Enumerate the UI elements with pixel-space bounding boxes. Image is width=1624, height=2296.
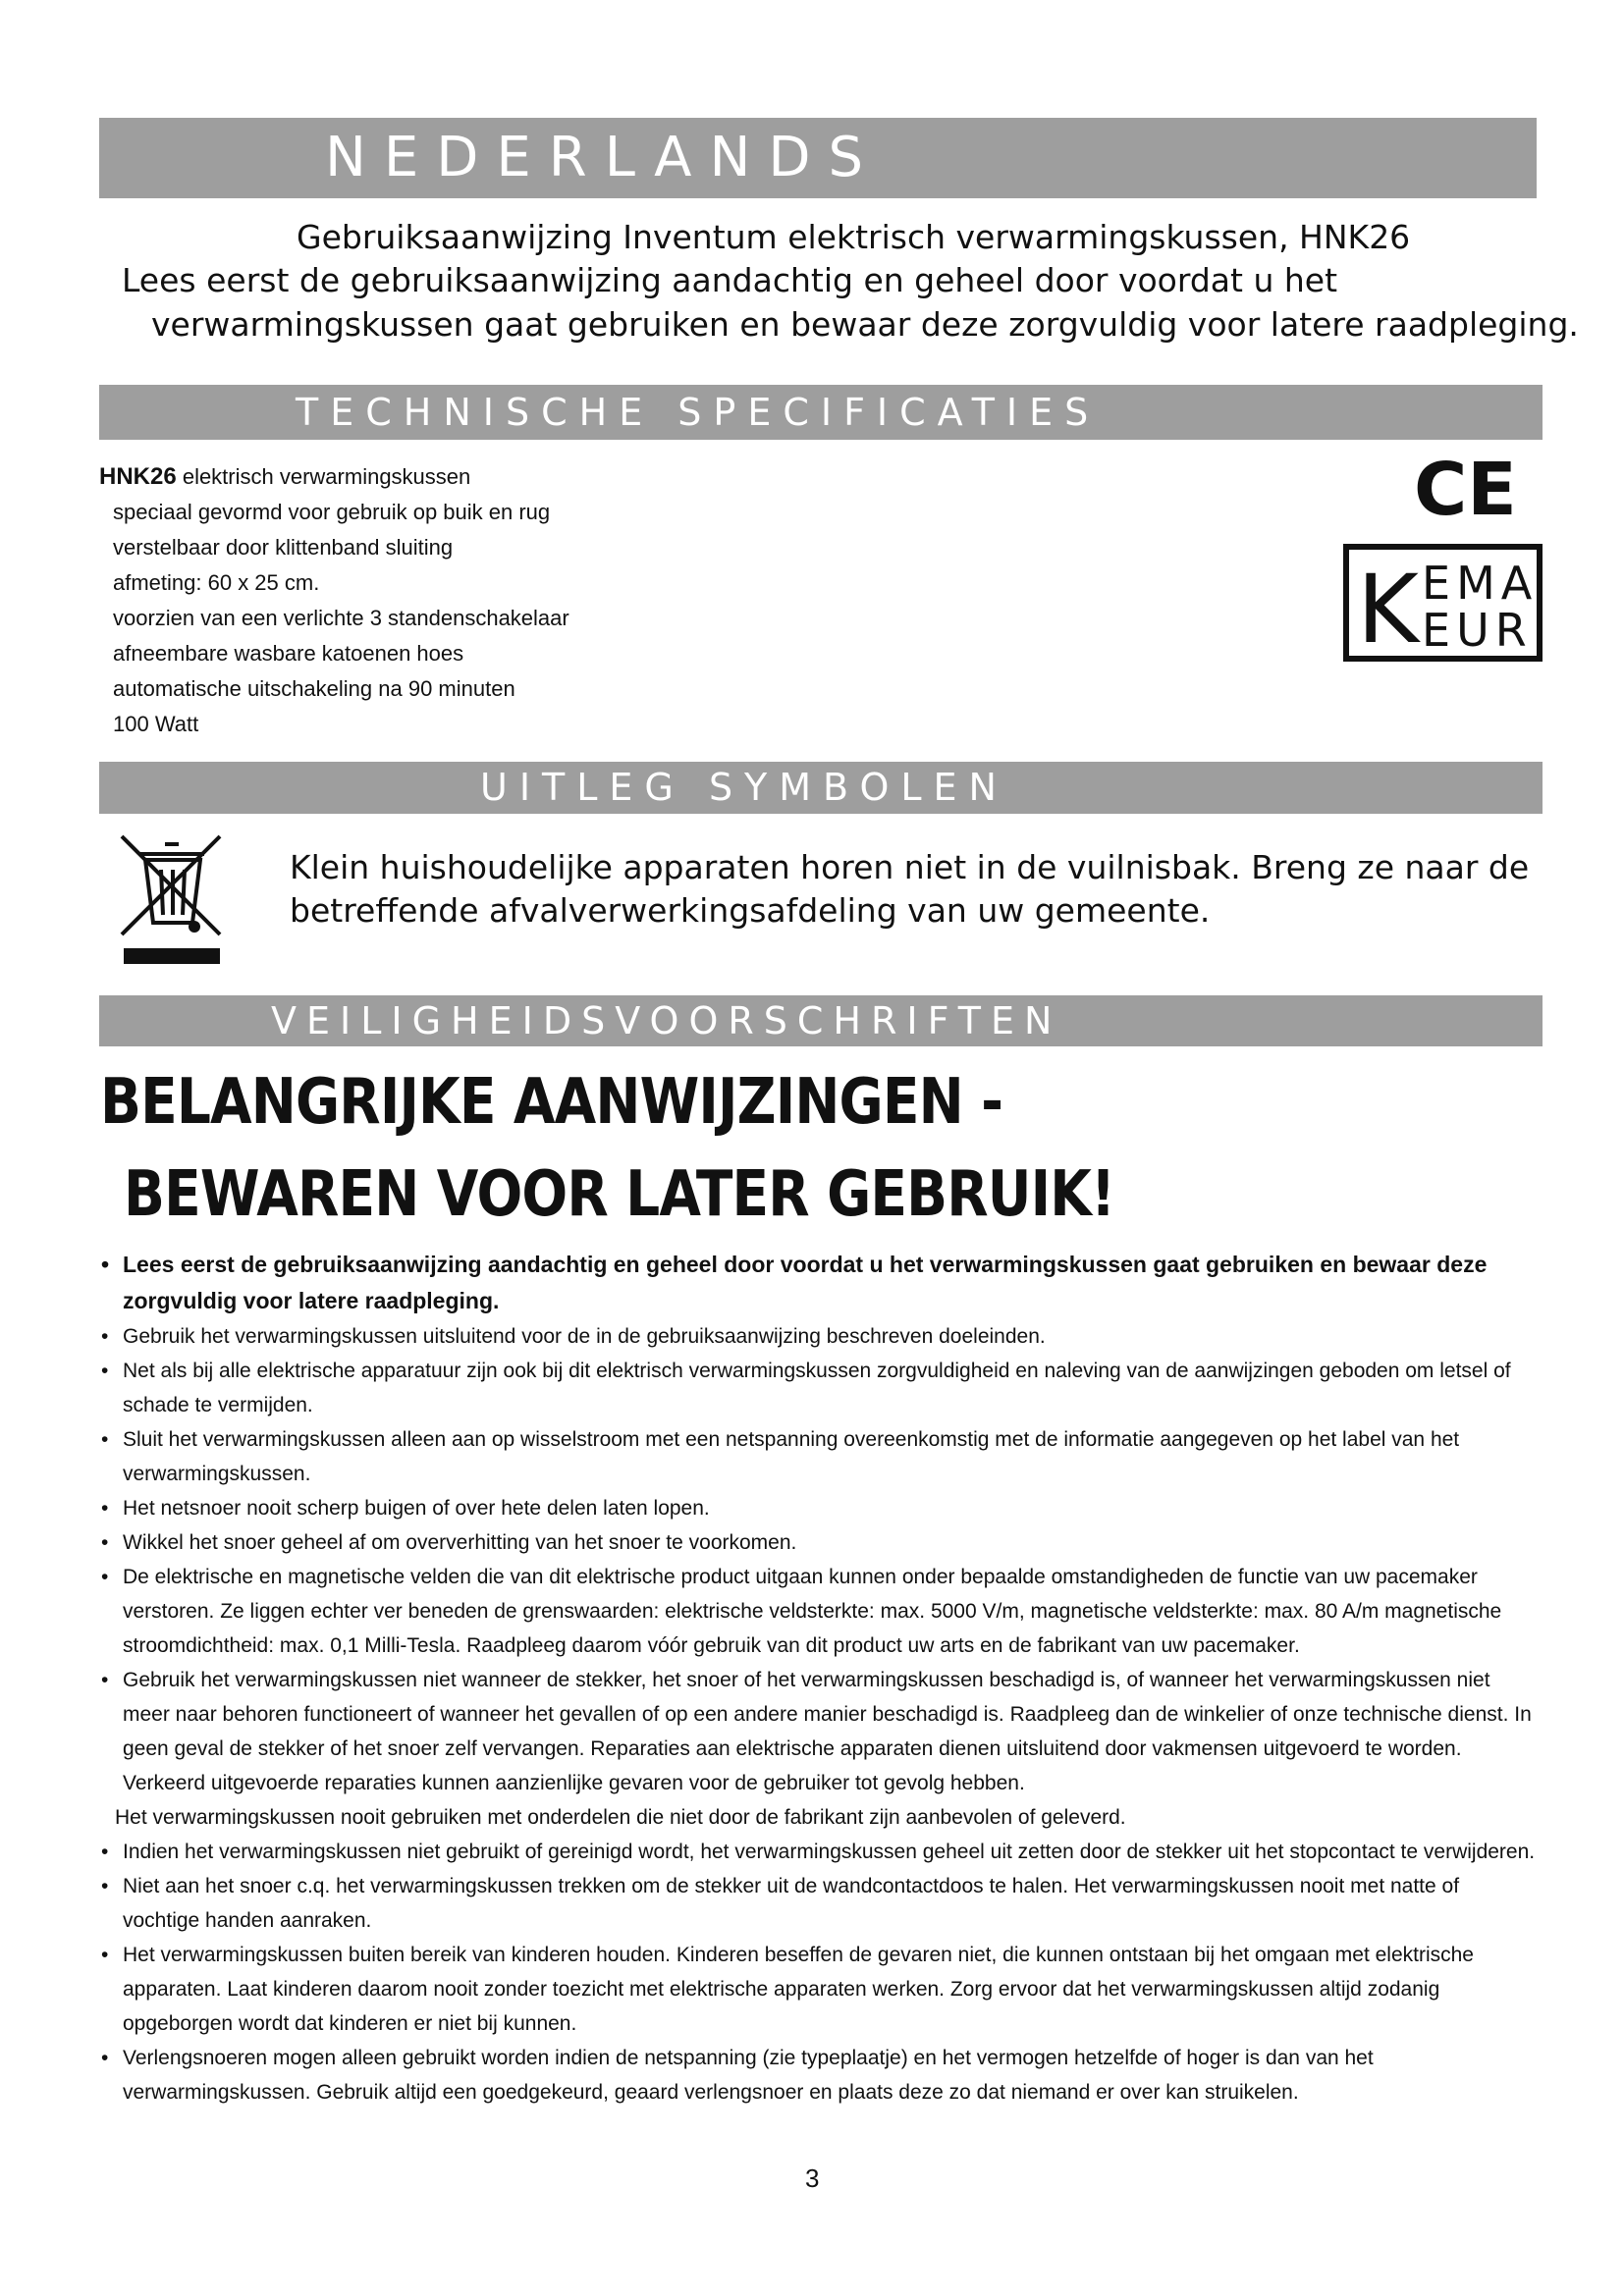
- rule-text: Sluit het verwarmingskussen alleen aan op wisselstroom met een netspanning overeenkomstig met de informatie aangegeven op het label van het verwarmingskussen.: [123, 1428, 1460, 1485]
- bullet: •: [101, 1531, 109, 1554]
- rule-text: Gebruik het verwarmingskussen niet wanneer de stekker, het snoer of het verwarmingskussen beschadigd is, of wanneer het verwarmingskussen niet meer naar behoren functioneert of wanneer het gevallen of op een andere manier beschadigd is. Raadpleeg dan de winkelier of onze technische dienst. In geen geval de stekker of het snoer zelf vervangen. Reparaties aan elektrische apparaten dienen uitsluitend door vakmensen uitgevoerd te worden. Verkeerd uitgevoerde reparaties kunnen aanzienlijke gevaren voor de gebruiker tot gevolg hebben.: [123, 1669, 1532, 1794]
- rule-text: Net als bij alle elektrische apparatuur zijn ook bij dit elektrisch verwarmingskussen zorgvuldigheid en naleving van de aanwijzingen geboden om letsel of schade te vermijden.: [123, 1360, 1511, 1416]
- rule-text: Indien het verwarmingskussen niet gebruikt of gereinigd wordt, het verwarmingskussen geheel uit zetten door de stekker uit het stopcontact te verwijderen.: [123, 1841, 1536, 1863]
- spec-item: speciaal gevormd voor gebruik op buik en rug: [113, 500, 551, 524]
- bullet: •: [101, 1325, 109, 1348]
- crossed-out-wheelie-bin-icon: [118, 832, 226, 970]
- list-item: [101, 1247, 1537, 1319]
- ce-mark-text: CE: [1414, 454, 1517, 522]
- symbols-line: Klein huishoudelijke apparaten horen niet in de vuilnisbak. Breng ze naar de: [290, 848, 1530, 886]
- kema-top: EMA: [1422, 557, 1539, 610]
- bullet: •: [101, 1497, 109, 1520]
- spec-item: voorzien van een verlichte 3 standenschakelaar: [113, 606, 569, 630]
- rule-text: Wikkel het snoer geheel af om oververhitting van het snoer te voorkomen.: [123, 1531, 797, 1554]
- technical-header: TECHNISCHE SPECIFICATIES: [296, 391, 1101, 434]
- page-number: 3: [805, 2163, 820, 2193]
- bullet: •: [101, 1875, 109, 1897]
- safety-headline: BELANGRIJKE AANWIJZINGEN -: [100, 1066, 1003, 1139]
- symbols-header: UITLEG SYMBOLEN: [480, 766, 1008, 809]
- symbols-line: betreffende afvalverwerkingsafdeling van uw gemeente.: [290, 891, 1211, 930]
- rule-text: Gebruik het verwarmingskussen uitsluitend voor de in de gebruiksaanwijzing beschreven doeleinden.: [123, 1325, 1046, 1348]
- bullet: •: [101, 1944, 109, 1966]
- rule-text: De elektrische en magnetische velden die van dit elektrische product uitgaan kunnen onder bepaalde omstandigheden de functie van uw pacemaker verstoren. Ze liggen echter ver beneden de grenswaarden: elektrische veldsterkte: max. 5000 V/m, magnetische veldsterkte: max. 80 A/m magnetische stroomdichtheid: max. 0,1 Milli-Tesla. Raadpleeg daarom vóór gebruik van dit product uw arts en de fabrikant van uw pacemaker.: [123, 1566, 1502, 1657]
- safety-header-bar: [99, 995, 1543, 1046]
- list-item: [101, 1491, 1537, 1525]
- bullet: •: [101, 1252, 110, 1277]
- list-item: [101, 1835, 1537, 1869]
- list-item: [101, 1663, 1537, 1800]
- bullet: •: [101, 1360, 109, 1382]
- list-item: [101, 1525, 1537, 1560]
- intro-line: verwarmingskussen gaat gebruiken en bewaar deze zorgvuldig voor latere raadpleging.: [151, 305, 1579, 344]
- spec-item: afneembare wasbare katoenen hoes: [113, 641, 464, 666]
- safety-headline: BEWAREN VOOR LATER GEBRUIK!: [124, 1158, 1115, 1231]
- bullet: •: [101, 2047, 109, 2069]
- spec-list: [99, 459, 569, 742]
- spec-model-desc: elektrisch verwarmingskussen: [182, 464, 471, 489]
- bullet: •: [101, 1428, 109, 1451]
- kema-keur-icon: [1343, 544, 1543, 662]
- list-item: [101, 1319, 1537, 1354]
- safety-header: VEILIGHEIDSVOORSCHRIFTEN: [271, 999, 1062, 1042]
- intro-title: Gebruiksaanwijzing Inventum elektrisch verwarmingskussen, HNK26: [297, 218, 1411, 256]
- list-item: [101, 2041, 1537, 2109]
- list-item: [101, 1938, 1537, 2041]
- bullet: •: [101, 1566, 109, 1588]
- intro-line: Lees eerst de gebruiksaanwijzing aandachtig en geheel door voordat u het: [122, 261, 1338, 299]
- language-header-bar: [99, 118, 1537, 198]
- symbols-text: [290, 846, 1529, 933]
- rule-text: Het verwarmingskussen buiten bereik van kinderen houden. Kinderen beseffen de gevaren niet, die kunnen ontstaan bij het omgaan met elektrische apparaten. Laat kinderen daarom nooit zonder toezicht met elektrische apparaten werken. Zorg ervoor dat het verwarmingskussen altijd zodanig opgeborgen wordt dat kinderen er niet bij kunnen.: [123, 1944, 1474, 2035]
- bullet: •: [101, 1669, 109, 1691]
- list-item: [101, 1354, 1537, 1422]
- rule-text: Niet aan het snoer c.q. het verwarmingskussen trekken om de stekker uit de wandcontactdoos te halen. Het verwarmingskussen nooit met natte of vochtige handen aanraken.: [123, 1875, 1460, 1932]
- list-item: [101, 1869, 1537, 1938]
- list-item: [101, 1422, 1537, 1491]
- spec-model-line: [99, 459, 569, 495]
- safety-rules-list: [101, 1247, 1537, 2109]
- bullet: •: [101, 1841, 109, 1863]
- technical-header-bar: [99, 385, 1543, 440]
- spec-item: automatische uitschakeling na 90 minuten: [113, 676, 515, 701]
- list-item: [101, 1560, 1537, 1663]
- kema-k: K: [1357, 555, 1419, 662]
- rule-text: Het verwarmingskussen nooit gebruiken met onderdelen die niet door de fabrikant zijn aanbevolen of geleverd.: [115, 1806, 1126, 1829]
- spec-model: HNK26: [99, 463, 177, 490]
- spec-item: afmeting: 60 x 25 cm.: [113, 570, 320, 595]
- rule-text: Verlengsnoeren mogen alleen gebruikt worden indien de netspanning (zie typeplaatje) en het vermogen hetzelfde of hoger is dan van het verwarmingskussen. Gebruik altijd een goedgekeurd, geaard verlengsnoer en plaats deze zo dat niemand er over kan struikelen.: [123, 2047, 1374, 2104]
- language-header: NEDERLANDS: [325, 126, 882, 189]
- kema-bottom: EUR: [1422, 604, 1533, 657]
- rule-text: Lees eerst de gebruiksaanwijzing aandachtig en geheel door voordat u het verwarmingskussen gaat gebruiken en bewaar deze zorgvuldig voor latere raadpleging.: [123, 1252, 1488, 1313]
- ce-mark-icon: [1414, 454, 1542, 522]
- spec-item: verstelbaar door klittenband sluiting: [113, 535, 454, 560]
- spec-item: 100 Watt: [113, 712, 199, 736]
- rule-text: Het netsnoer nooit scherp buigen of over hete delen laten lopen.: [123, 1497, 710, 1520]
- symbols-header-bar: [99, 762, 1543, 814]
- list-item: [101, 1800, 1537, 1835]
